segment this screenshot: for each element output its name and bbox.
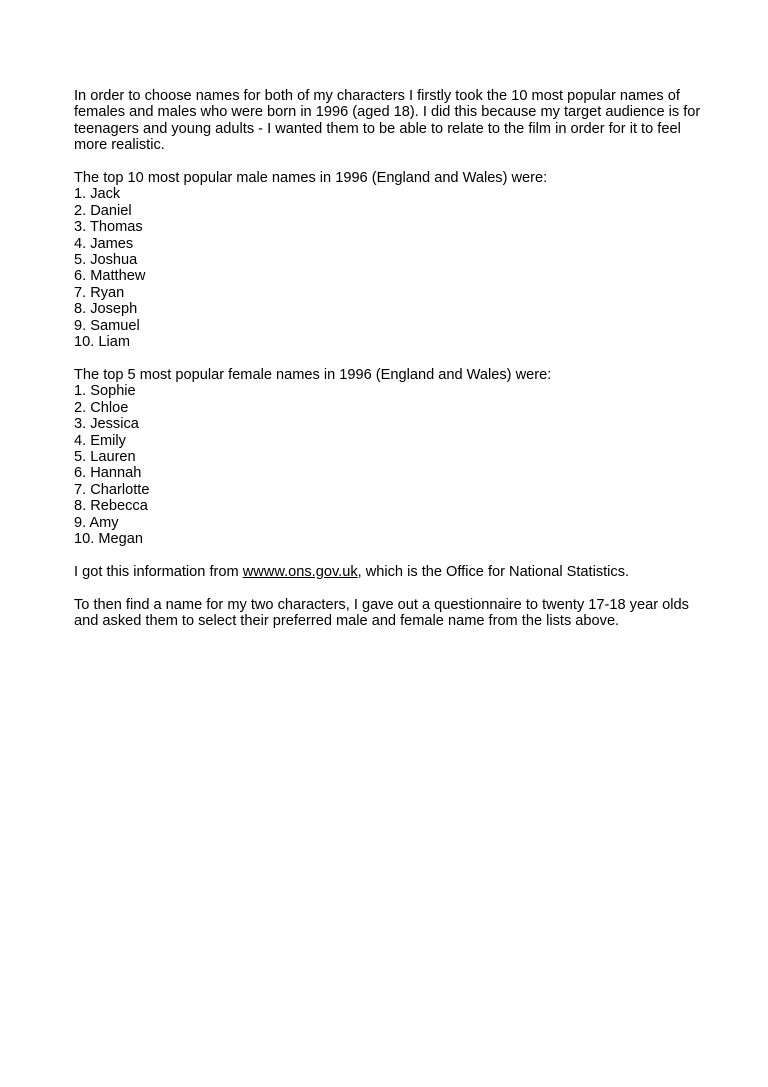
intro-paragraph: In order to choose names for both of my characters I firstly took the 10 most popular names of females and males who were born in 1996 (aged 18). I did this because my target audience is for teenagers and young adults - I wanted them to be able to relate to the film in order for it to feel more realistic. <box>74 88 701 154</box>
paragraph-spacer <box>74 547 704 563</box>
source-suffix: , which is the Office for National Statistics. <box>357 563 630 580</box>
female-names-heading: The top 5 most popular female names in 1996 (England and Wales) were: <box>74 366 552 383</box>
female-name-item: 10. Megan <box>74 530 143 547</box>
paragraph-spacer <box>74 154 704 170</box>
male-name-item: 6. Matthew <box>74 268 146 285</box>
male-name-item: 7. Ryan <box>74 284 125 301</box>
female-name-item: 7. Charlotte <box>74 481 150 498</box>
female-name-item: 6. Hannah <box>74 465 142 482</box>
closing-paragraph: To then find a name for my two characters, I gave out a questionnaire to twenty 17-18 year olds and asked them to select their preferred male and female name from the lists above. <box>74 596 689 629</box>
male-names-list <box>74 186 704 350</box>
male-name-item: 4. James <box>74 235 134 252</box>
male-name-item: 5. Joshua <box>74 252 138 269</box>
female-name-item: 1. Sophie <box>74 383 136 400</box>
male-name-item: 3. Thomas <box>74 219 143 236</box>
male-name-item: 10. Liam <box>74 334 130 351</box>
male-name-item: 2. Daniel <box>74 202 132 219</box>
source-prefix: I got this information from <box>74 563 243 580</box>
source-paragraph <box>74 564 704 580</box>
female-name-item: 9. Amy <box>74 514 119 531</box>
male-name-item: 1. Jack <box>74 186 121 203</box>
female-name-item: 5. Lauren <box>74 448 136 465</box>
female-name-item: 4. Emily <box>74 432 126 449</box>
ons-link[interactable]: wwww.ons.gov.uk <box>242 563 358 580</box>
female-names-list <box>74 383 704 547</box>
female-name-item: 2. Chloe <box>74 399 129 416</box>
male-name-item: 8. Joseph <box>74 301 138 318</box>
document-body <box>74 88 704 629</box>
female-name-item: 3. Jessica <box>74 416 139 433</box>
female-name-item: 8. Rebecca <box>74 498 148 515</box>
paragraph-spacer <box>74 350 704 366</box>
male-name-item: 9. Samuel <box>74 317 140 334</box>
paragraph-spacer <box>74 580 704 596</box>
male-names-heading: The top 10 most popular male names in 1996 (England and Wales) were: <box>74 170 548 187</box>
